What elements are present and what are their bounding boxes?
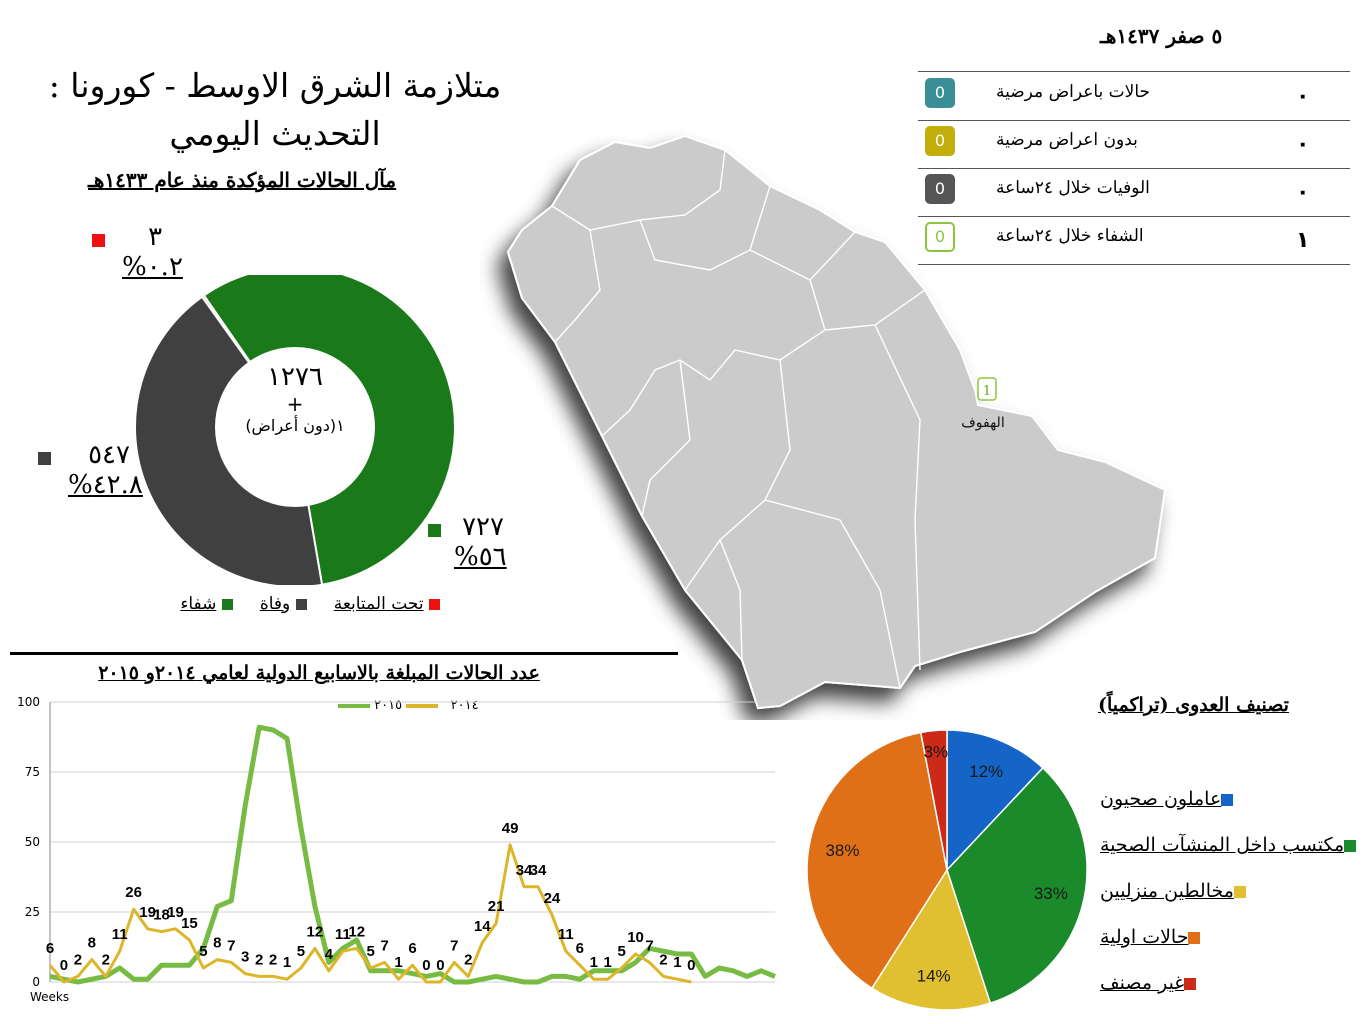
pie-legend-label: عاملون صحيون (1100, 788, 1222, 810)
data-label: 21 (487, 898, 505, 916)
location-pin-icon: 0 (925, 174, 955, 204)
callout-count: ٣ (148, 222, 163, 252)
pie-legend-item (1100, 972, 1202, 994)
saudi-map (480, 120, 1200, 720)
location-pin-icon: 0 (925, 78, 955, 108)
y-tick-label: 75 (24, 765, 40, 779)
donut-center-plus: + (286, 392, 304, 416)
legend-label-2015: ٢٠١٥ (374, 698, 403, 713)
data-label: 7 (645, 937, 654, 955)
line-chart (0, 690, 790, 1000)
green-square-icon (1344, 840, 1356, 852)
data-label: 2 (254, 951, 264, 969)
report-date: ٥ صفر ١٤٣٧هـ (1100, 24, 1223, 48)
green-square-icon (222, 599, 233, 610)
y-tick-label: 100 (17, 695, 40, 709)
legend-label-2014: ٢٠١٤ (450, 698, 479, 713)
data-label: 14 (473, 917, 491, 935)
pie-legend-label: حالات اولية (1100, 926, 1189, 948)
callout-count: ٧٢٧ (462, 512, 504, 542)
data-label: 15 (181, 915, 198, 932)
pie-chart-title: تصنيف العدوى (تراكمياً) (1098, 694, 1289, 716)
donut-center-total: ١٢٧٦ (267, 362, 323, 392)
stat-row-symptomatic (918, 72, 1350, 121)
donut-center-note: ١(دون أعراض) (245, 416, 345, 435)
legend-label: شفاء (180, 594, 217, 614)
data-label: 6 (408, 940, 417, 958)
blue-square-icon (1221, 794, 1233, 806)
pie-legend-item (1100, 926, 1206, 948)
data-label: 18 (153, 906, 170, 924)
pie-legend-item (1100, 880, 1252, 902)
title-line-2: التحديث اليومي (169, 114, 381, 153)
legend-label: تحت المتابعة (333, 594, 424, 614)
callout-recovered (428, 512, 507, 572)
data-label: 1 (282, 954, 292, 972)
dark-square-icon (296, 599, 307, 610)
data-label: 8 (213, 934, 222, 952)
map-country-shape (508, 136, 1165, 708)
data-label: 0 (687, 957, 696, 974)
data-label: 0 (436, 957, 445, 974)
data-label: 5 (366, 943, 375, 960)
data-label: 10 (627, 929, 644, 946)
pie-data-label: 14% (916, 966, 951, 986)
donut-center (215, 362, 375, 435)
callout-percent: %٥٦ (454, 542, 507, 572)
data-label: 11 (111, 926, 128, 944)
legend-item-recovered (180, 594, 232, 614)
red-square-icon (92, 234, 105, 247)
data-label: 34 (529, 861, 547, 879)
data-label: 24 (543, 889, 561, 907)
data-label: 19 (139, 903, 156, 921)
y-tick-label: 25 (24, 905, 40, 919)
data-label: 5 (617, 943, 626, 960)
yellow-square-icon (1234, 886, 1246, 898)
x-axis-label: Weeks (30, 990, 70, 1004)
stat-value: ٠ (1296, 132, 1310, 157)
title-line-1: متلازمة الشرق الاوسط - كورونا : (48, 66, 502, 105)
data-label: 1 (589, 954, 598, 972)
stat-label: الشفاء خلال ٢٤ساعة (996, 226, 1144, 246)
data-label: 2 (268, 951, 278, 969)
map-pin-hofuf (978, 378, 996, 400)
data-label: 1 (603, 954, 612, 972)
legend-label: وفاة (259, 594, 291, 614)
page-title (20, 62, 530, 158)
data-label: 7 (450, 937, 459, 955)
data-label: 2 (101, 951, 110, 969)
pie-legend-label: غير مصنف (1100, 972, 1185, 994)
donut-title: مآل الحالات المؤكدة منذ عام ١٤٣٣هـ (88, 168, 397, 192)
orange-square-icon (1188, 932, 1200, 944)
red-square-icon (429, 599, 440, 610)
pie-legend-label: مكتسب داخل المنشآت الصحية (1100, 834, 1345, 856)
data-label: 11 (557, 926, 574, 944)
pie-data-label: 12% (969, 762, 1004, 782)
data-label: 1 (394, 954, 403, 972)
map-city-label: الهفوف (961, 415, 1005, 431)
callout-percent: %٤٢.٨ (68, 470, 143, 500)
location-pin-icon: 0 (925, 126, 955, 156)
callout-under-follow-up (92, 222, 183, 282)
data-label: 12 (306, 923, 324, 941)
line-chart-title: عدد الحالات المبلغة بالاسابيع الدولية لعامي ٢٠١٤و ٢٠١٥ (98, 662, 540, 684)
callout-count: ٥٤٧ (88, 440, 130, 470)
data-label: 34 (515, 861, 533, 879)
callout-percent: %٠.٢ (122, 252, 183, 282)
callout-deaths (38, 440, 143, 500)
pie-data-label: 3% (923, 742, 949, 762)
data-label: 6 (45, 940, 55, 958)
stat-label: الوفيات خلال ٢٤ساعة (996, 178, 1150, 198)
green-square-icon (428, 524, 441, 537)
pie-legend-label: مخالطين منزليين (1100, 880, 1234, 902)
data-label: 5 (296, 943, 306, 960)
data-label: 3 (241, 948, 250, 966)
donut-legend (150, 594, 440, 614)
data-label: 7 (227, 937, 236, 955)
data-label: 2 (464, 951, 473, 969)
legend-item-deaths (260, 594, 307, 614)
pie-data-label: 38% (825, 841, 860, 861)
pie-chart (800, 730, 1100, 1020)
data-label: 4 (324, 945, 334, 963)
legend-item-under-follow-up (334, 594, 440, 614)
data-label: 1 (673, 954, 682, 972)
stat-label: حالات باعراض مرضية (996, 82, 1151, 102)
data-label: 6 (575, 940, 584, 958)
pie-legend-item (1100, 788, 1239, 810)
data-label: 2 (659, 951, 668, 969)
stat-value: ٠ (1296, 180, 1310, 205)
data-label: 2 (73, 951, 83, 969)
data-label: 5 (199, 943, 208, 960)
stat-value: ٠ (1296, 84, 1310, 109)
data-label: 11 (334, 926, 351, 944)
data-label: 8 (87, 934, 96, 952)
location-pin-icon: 0 (925, 222, 955, 252)
stat-value: ١ (1296, 228, 1310, 253)
stat-label: بدون اعراض مرضية (996, 130, 1138, 150)
data-label: 12 (348, 923, 366, 941)
red-square-icon (1184, 978, 1196, 990)
data-label: 26 (125, 884, 142, 902)
y-tick-label: 50 (24, 835, 40, 849)
pie-data-label: 33% (1033, 884, 1068, 904)
dark-square-icon (38, 452, 51, 465)
section-divider (10, 652, 678, 655)
data-label: 0 (422, 957, 431, 974)
pie-legend-item (1100, 834, 1362, 856)
map-pin-value: 1 (982, 384, 992, 399)
data-label: 7 (380, 937, 389, 955)
y-tick-label: 0 (32, 975, 40, 989)
data-label: 19 (167, 903, 184, 921)
data-label: 0 (59, 957, 69, 974)
data-label: 49 (501, 819, 519, 837)
